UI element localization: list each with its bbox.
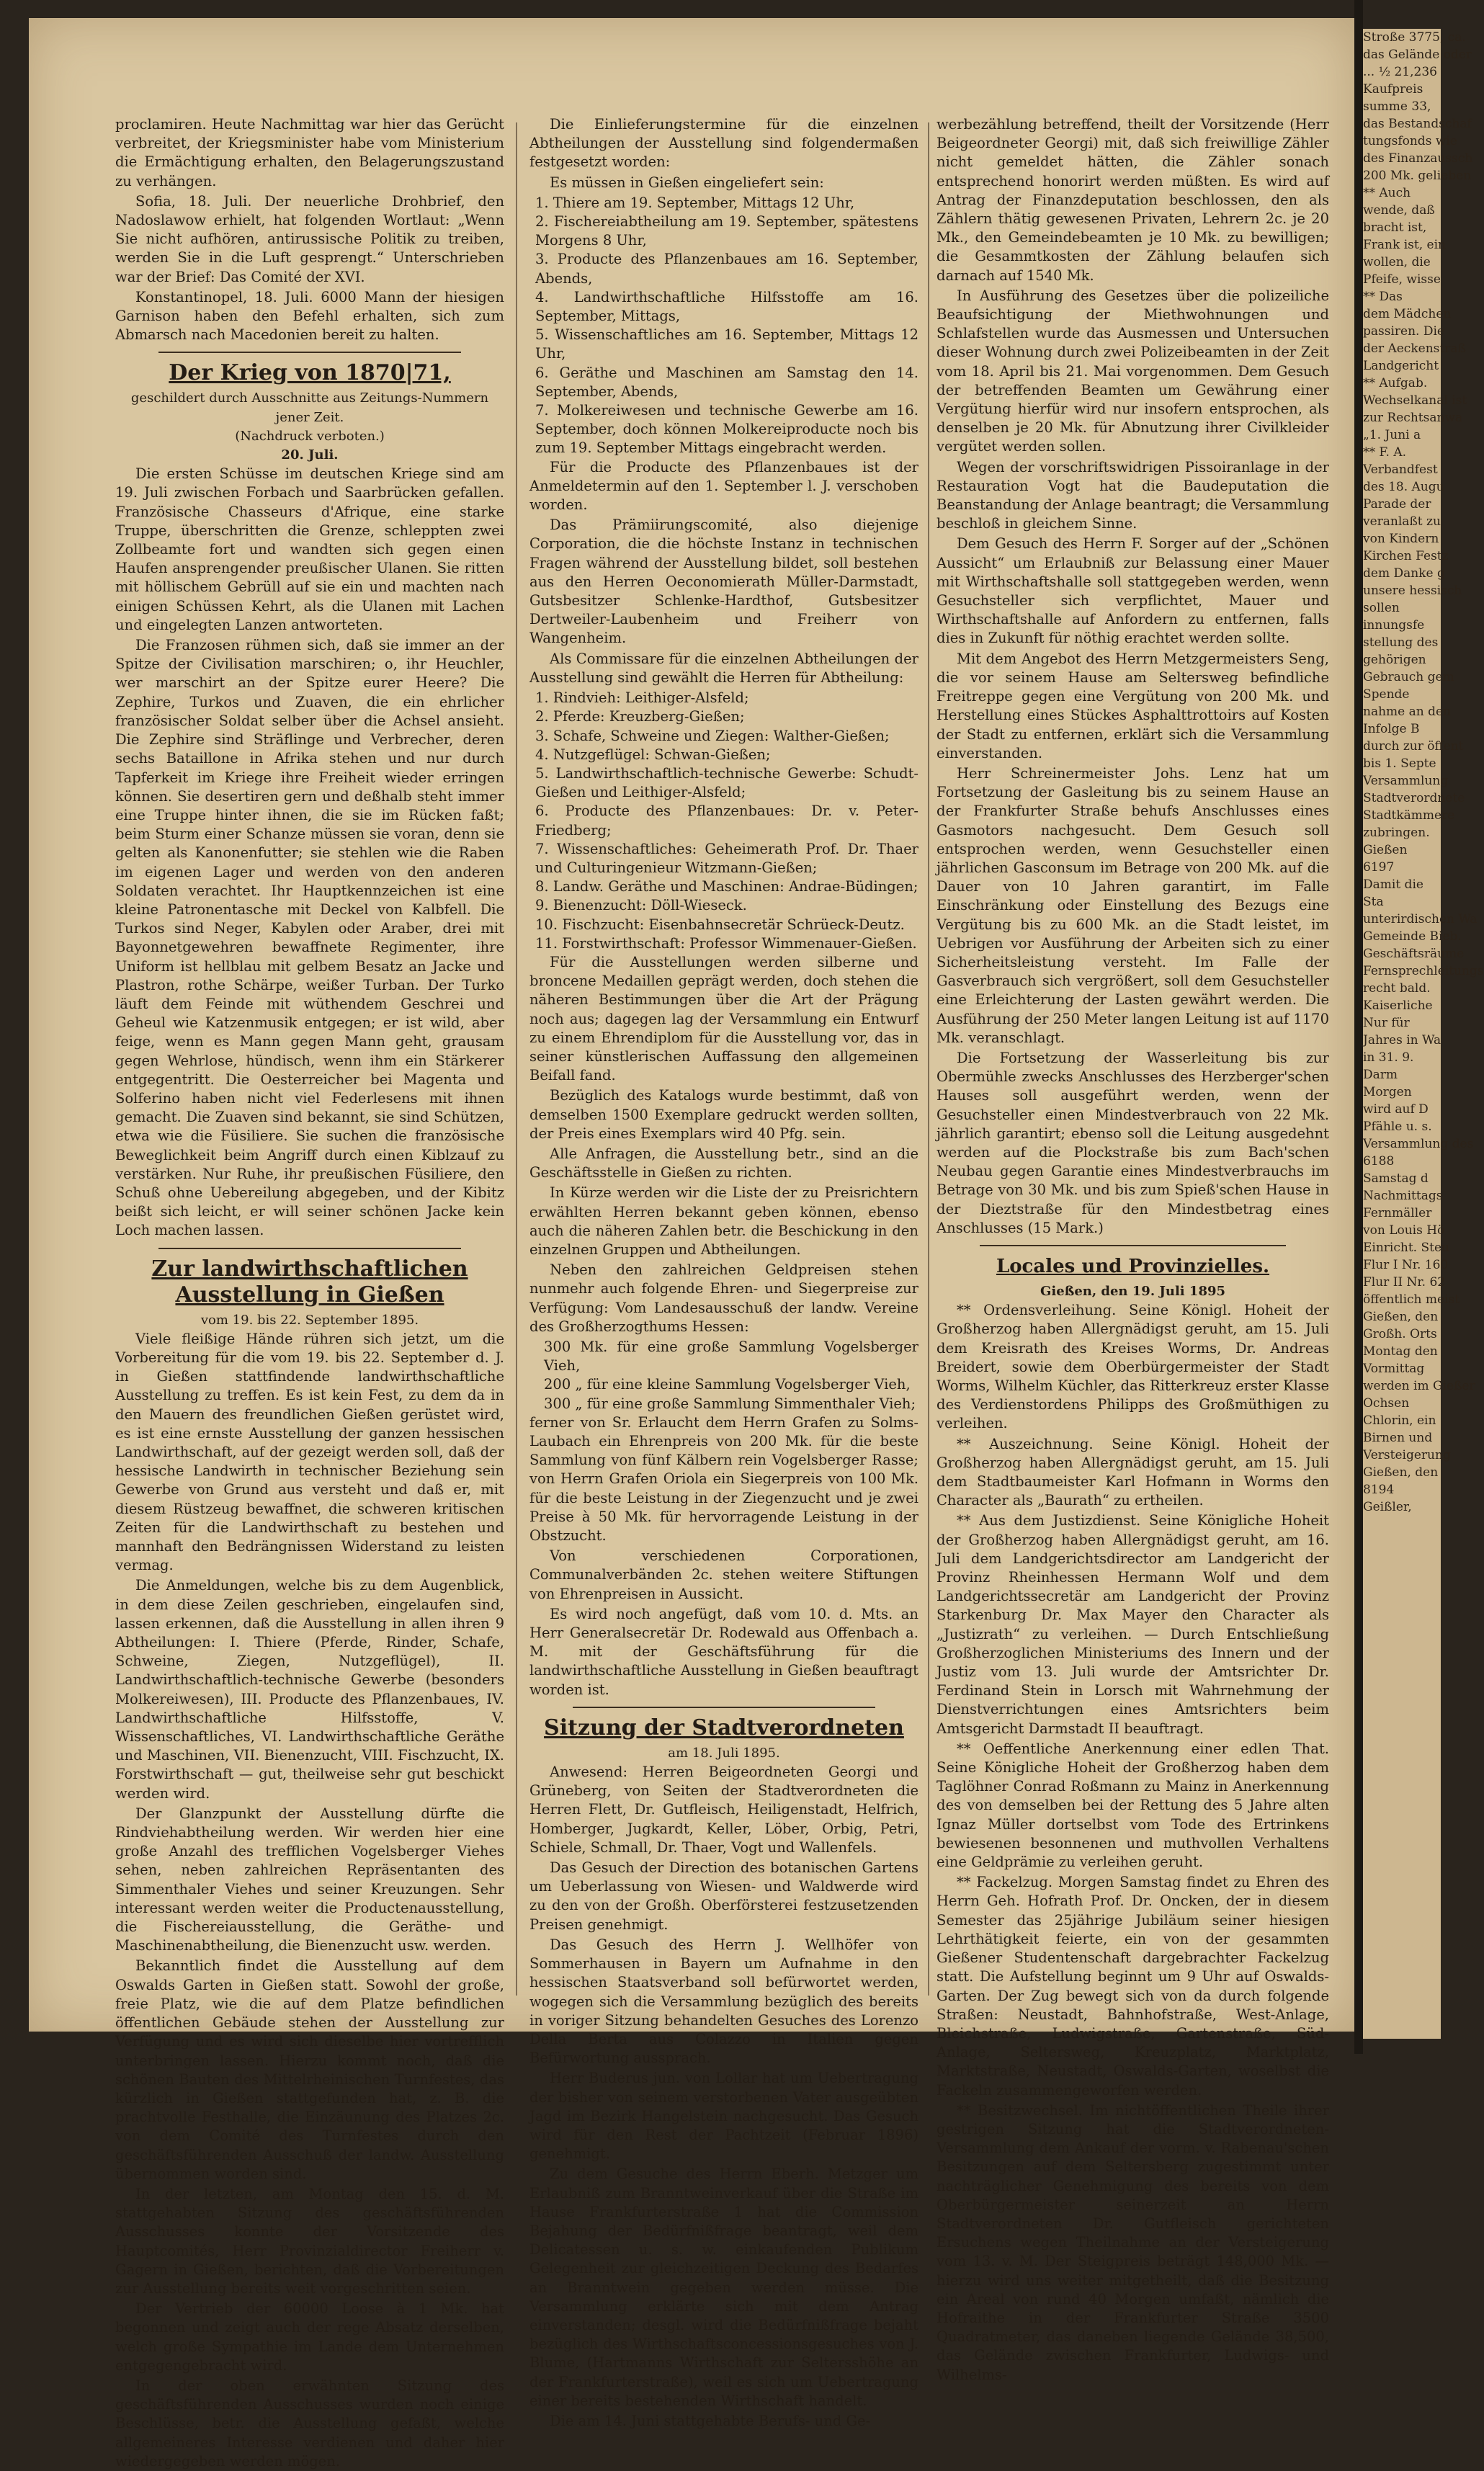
edge-text-line: sollen: [1363, 601, 1400, 615]
column-right: [937, 115, 1329, 2383]
edge-text-line: recht bald.: [1363, 981, 1431, 996]
paragraph: Es wird noch angefügt, daß vom 10. d. Mts. an Herr Generalsecretär Dr. Rodewald aus Offenbach a. M. mit der Geschäftsführung für die landwirthschaftliche Ausstellung in Gießen beauftragt worden ist.: [529, 1605, 918, 1698]
edge-text-line: passiren. Die: [1363, 324, 1444, 339]
edge-text-line: 200 Mk. gelieben: [1363, 169, 1472, 183]
edge-text-line: dem Danke g: [1363, 566, 1445, 581]
edge-text-line: 8194: [1363, 1483, 1395, 1497]
edge-text-line: unsere hessisch: [1363, 584, 1462, 598]
edge-text-line: Gießen, den: [1363, 1310, 1439, 1324]
edge-text-line: stellung des: [1363, 635, 1439, 650]
edge-text-line: das Gelände oder: [1363, 48, 1472, 62]
edge-text-line: gehörigen: [1363, 653, 1426, 667]
section-title-locales: Locales und Provinzielles.: [996, 1255, 1270, 1277]
paragraph: Als Commissare für die einzelnen Abtheilungen der Ausstellung sind gewählt die Herren für Abtheilung:: [529, 650, 918, 686]
edge-text-line: Morgen: [1363, 1085, 1412, 1099]
edge-text-line: Spende: [1363, 687, 1410, 702]
edge-text-line: Vormittag: [1363, 1362, 1425, 1376]
edge-text-line: summe 33,: [1363, 99, 1431, 114]
edge-text-line: Parade der: [1363, 497, 1431, 511]
paragraph: Der Vertrieb der 60000 Loose à 1 Mk. hat begonnen und zeigt auch der rege Absatz derselben, welch große Sympathie im Lande dem Unternehmen entgegengebracht wird.: [115, 2300, 504, 2374]
edge-text-line: Ochsen: [1363, 1396, 1410, 1411]
edge-text-line: der Aeckenstraß: [1363, 341, 1466, 356]
edge-text-line: ** Das: [1363, 290, 1403, 304]
list-item: 7. Molkereiwesen und technische Gewerbe am 16. September, doch können Molkereiproducte noch bis zum 19. September Mittags eingebracht werden.: [535, 402, 918, 457]
edge-text-line: Flur II Nr. 62: [1363, 1275, 1446, 1290]
paragraph: Das Gesuch des Herrn J. Wellhöfer von Sommerhausen in Bayern um Aufnahme in den hessischen Staatsverband soll befürwortet werden, wogegen sich die Versammlung bezüglich des bereits in voriger Sitzung behandelten Gesuches des Lorenzo Della Berta aus Colazzo in Italien gegen Befürwortung aussprach.: [529, 1936, 918, 2067]
edge-text-line: bracht ist,: [1363, 220, 1427, 235]
edge-text-line: zubringen.: [1363, 826, 1430, 840]
edge-text-line: 6197: [1363, 860, 1395, 875]
edge-text-line: veranlaßt zu: [1363, 514, 1441, 529]
edge-text-line: Pfeife, wisse: [1363, 272, 1441, 287]
list-item: 9. Bienenzucht: Döll-Wieseck.: [535, 897, 747, 914]
edge-text-line: das Bestandschaf: [1363, 117, 1472, 131]
paragraph: Mit dem Angebot des Herrn Metzgermeisters Seng, die vor seinem Hause am Seltersweg befindliche Freitreppe gegen eine Vergütung von 200 Mk. und Herstellung eines Stückes Asphalttrottoirs auf Kosten der Stadt zu entfernen, erklärt sich die Versammlung einverstanden.: [937, 650, 1329, 761]
paragraph: Zu dem Gesuche des Herrn Eberh. Metzger um Erlaubniß zum Branntweinverkauf über die Straße im Hause Frankfurterstraße 1 hat die Commission Bejahung der Bedürfnißfrage beantragt, weil dem Delicatessen u. s. w. einkaufenden Publikum Gelegenheit zur gleichzeitigen Deckung des Bedarfes an Branntwein gegeben werden müsse. Die Versammlung erklärte sich mit dem Antrag einverstanden; desgl. wird die Bedürfnißfrage bejaht bezüglich des Wirthschaftsconcessionsgesuches von J. Blume, (Hartmanns Wirthschaft zur Seltersshöhe an der Frankfurterstraße), weil es sich um Uebertragung einer bereits bestehenden Wirthschaft handelt.: [529, 2166, 918, 2409]
list-item: 1. Rindvieh: Leithiger-Alsfeld;: [535, 689, 749, 707]
edge-text-line: Fernsprechleitungs: [1363, 964, 1484, 978]
reprint-note: (Nachdruck verboten.): [235, 428, 385, 444]
paragraph: ** Ordensverleihung. Seine Königl. Hoheit der Großherzog haben Allergnädigst geruht, am 15. Juli dem Kreisrath des Kreises Worms, Dr. Andreas Breidert, sowie dem Oberbürgermeister der Stadt Worms, Wilhelm Küchler, das Ritterkreuz erster Klasse des Verdienstordens Philipps des Großmüthigen zu verleihen.: [937, 1302, 1329, 1432]
edge-text-line: öffentlich meist: [1363, 1292, 1460, 1307]
edge-text-line: von Kindern: [1363, 532, 1439, 546]
edge-text-line: Verbandfest: [1363, 463, 1438, 477]
edge-text-line: Birnen und: [1363, 1431, 1433, 1445]
paragraph: Es müssen in Gießen eingeliefert sein:: [550, 174, 824, 191]
paragraph: werbezählung betreffend, theilt der Vorsitzende (Herr Beigeordneter Georgi) mit, daß sich freiwillige Zähler nicht gemeldet hätten, die Zähler sonach entsprechend honorirt werden müßten. Es wird auf Antrag der Finanzdeputation beschlossen, den als Zählern thätig gewesenen Privaten, Lehrern 2c. je 20 Mk., den Gemeindebeamten je 10 Mk. zu bewilligen; die Gesammtkosten der Zählung belaufen sich darnach auf 1540 Mk.: [937, 116, 1329, 284]
edge-text-line: Einricht. Steu: [1363, 1241, 1449, 1255]
edge-text-line: Wechselkanal ist: [1363, 393, 1467, 408]
separator: [573, 1707, 875, 1708]
paragraph: In Kürze werden wir die Liste der zu Preisrichtern erwählten Herren bekannt geben können, ebenso auch die näheren Zahlen betr. die Beschickung in den einzelnen Gruppen und Abtheilungen.: [529, 1184, 918, 1258]
list-item: 1. Thiere am 19. September, Mittags 12 Uhr,: [535, 194, 855, 211]
edge-text-line: Infolge B: [1363, 722, 1420, 736]
edge-text-line: Montag den: [1363, 1344, 1438, 1359]
list-item: 300 „ für eine große Sammlung Simmenthaler Vieh;: [544, 1395, 916, 1412]
column-rule: [928, 122, 929, 1996]
edge-text-line: Fernmäller: [1363, 1206, 1432, 1220]
list-item: 3. Producte des Pflanzenbaues am 16. September, Abends,: [535, 251, 918, 287]
edge-text-line: Kaiserliche: [1363, 998, 1433, 1013]
section-title-sitzung: Sitzung der Stadtverordneten: [544, 1715, 904, 1741]
edge-text-line: 6188: [1363, 1154, 1395, 1169]
paragraph: Herr Schreinermeister Johs. Lenz hat um Fortsetzung der Gasleitung bis zu seinem Hause an der Frankfurter Straße behufs Anschlusses eines Gasmotors nachgesucht. Dem Gesuch soll entsprochen werden, wenn Gesuchsteller einen jährlichen Gasconsum im Betrage von 200 Mk. auf die Dauer von 10 Jahren garantirt, im Falle Einschränkung oder Einstellung des Bezugs eine Vergütung bis zu 600 Mk. an die Stadt leistet, im Uebrigen vor Ausführung der Arbeiten sich zu einer Sicherheitsleistung versteht. Im Falle der Gasverbrauch sich vergrößert, soll dem Gesuchsteller eine Erleichterung der Lasten gewährt werden. Die Ausführung der 250 Meter langen Leitung ist auf 1170 Mk. veranschlagt.: [937, 764, 1329, 1046]
commissioners-list: [529, 689, 918, 953]
list-item: 4. Nutzgeflügel: Schwan-Gießen;: [535, 746, 771, 763]
list-item: 8. Landw. Geräthe und Maschinen: Andrae-Büdingen;: [535, 878, 918, 895]
paragraph: Das Gesuch der Direction des botanischen Gartens um Ueberlassung von Wiesen- und Waldwerde wird zu den von der Großh. Oberförsterei festzusetzenden Preisen genehmigt.: [529, 1859, 918, 1933]
edge-text-line: Samstag d: [1363, 1171, 1429, 1186]
paragraph: Von verschiedenen Corporationen, Communalverbänden 2c. stehen weitere Stiftungen von Ehrenpreisen in Aussicht.: [529, 1547, 918, 1602]
edge-text-line: Pfähle u. s.: [1363, 1120, 1432, 1134]
edge-text-line: Geschäftsräume: [1363, 947, 1465, 961]
edge-text-line: unterirdischen Wa: [1363, 912, 1478, 926]
separator: [158, 1248, 461, 1249]
edge-text-line: Kaufpreis: [1363, 82, 1423, 97]
list-item: 5. Wissenschaftliches am 16. September, Mittags 12 Uhr,: [535, 326, 918, 362]
paragraph: ** Besitzwechsel. Im nichtöffentlichen Theile ihrer gestrigen Sitzung hat die Stadtverordneten-Versammlung dem Ankauf der vorm. v. Rabenau'schen Besitzungen auf dem Seltersberg zugestimmt unter nachträglicher Genehmigung des bereits von dem Oberbürgermeister seinerzeit an Herrn Stadtverordneten Dr. Gutfleisch gerichteten Ersuchens wegen Theilnahme an der Versteigerung vom 13. v. M. Der Steigpreis beträgt 148,000 Mk. — hierzu wird uns weiter mitgetheilt, daß die Besitzung ein Areal von rund 40 Morgen umfaßt, nämlich die Hofraithe in der Frankfurter Straße 3500 Quadratmeter, das daneben liegende Gelände 38,500, das Gelände zwischen Frankfurter, Ludwigs- und Wilhelms-: [937, 2101, 1329, 2383]
edge-text-line: Frank ist, ein: [1363, 238, 1446, 252]
list-item: 2. Fischereiabtheilung am 19. September, spätestens Morgens 8 Uhr,: [535, 213, 918, 249]
paragraph: Für die Ausstellungen werden silberne und broncene Medaillen geprägt werden, doch stehen die näheren Bestimmungen über die Art der Prägung noch aus; dagegen lag der Versammlung ein Entwurf zu einem Ehrendiplom für die Ausstellung vor, das in seiner künstlerischen Auffassung den allgemeinen Beifall fand.: [529, 953, 918, 1084]
paragraph: Die am 14. Juni stattgehabte Berufs- und Ge-: [550, 2412, 871, 2429]
separator: [158, 352, 461, 353]
paragraph: Bekanntlich findet die Ausstellung auf dem Oswalds Garten in Gießen statt. Sowohl der große, freie Platz, wie die auf dem Platze befindlichen öffentlichen Gebäude stehen der Ausstellung zur Verfügung und es wird sich dieselbe hier vortrefflich unterbringen lassen. Hierzu kommt noch, daß die schönen Bauten des Mittelrheinischen Turnfestes, das kürzlich in Gießen stattgefunden hat, z. B. die prachtvolle Festhalle, die Einzäunung des Platzes 2c. von dem Comité des Turnfestes durch den geschäftsführenden Ausschuß der landw. Ausstellung übernommen worden sind.: [115, 1957, 504, 2182]
paragraph: ** Aus dem Justizdienst. Seine Königliche Hoheit der Großherzog haben Allergnädigst geruht, am 16. Juli dem Landgerichtsdirector am Landgericht der Provinz Rheinhessen Hermann Wolf und dem Landgerichtssecretär am Landgericht der Provinz Starkenburg Dr. Max Mayer den Character als „Justizrath“ zu verleihen. — Durch Entschließung Großherzoglichen Ministeriums des Innern und der Justiz vom 13. Juli wurde der Amtsrichter Dr. Ferdinand Stein in Lorsch mit Wahrnehmung der Dienstverrichtungen eines Amtsrichters beim Amtsgericht Darmstadt II beauftragt.: [937, 1512, 1329, 1737]
list-item: 300 Mk. für eine große Sammlung Vogelsberger Vieh,: [544, 1339, 918, 1375]
list-item: 6. Geräthe und Maschinen am Samstag den 14. September, Abends,: [535, 364, 918, 400]
edge-text-line: durch zur öffent: [1363, 739, 1464, 754]
edge-text-line: Versammlung des: [1363, 1137, 1474, 1151]
edge-text-line: Nur für: [1363, 1016, 1410, 1030]
edge-text-line: Geißler,: [1363, 1500, 1412, 1514]
edge-text-line: Gemeinde Bieb.: [1363, 929, 1462, 944]
paragraph: Alle Anfragen, die Ausstellung betr., sind an die Geschäftsstelle in Gießen zu richten.: [529, 1145, 918, 1181]
edge-text-line: innungsfe: [1363, 618, 1425, 633]
column-left: [115, 115, 504, 2470]
prizes-list: [529, 1338, 918, 1413]
book-binding: [1354, 0, 1363, 2054]
paragraph: Die Einlieferungstermine für die einzelnen Abtheilungen der Ausstellung sind folgendermaßen festgesetzt worden:: [529, 116, 918, 171]
paragraph: Bezüglich des Katalogs wurde bestimmt, daß von demselben 1500 Exemplare gedruckt werden sollten, der Preis eines Exemplars wird 40 Pfg. sein.: [529, 1087, 918, 1142]
edge-text-line: des 18. Augu: [1363, 480, 1444, 494]
section-title-krieg: Der Krieg von 1870|71,: [169, 360, 451, 386]
column-rule: [516, 122, 517, 1996]
edge-text-line: wird auf D: [1363, 1102, 1429, 1117]
paragraph: Die Anmeldungen, welche bis zu dem Augenblick, in dem diese Zeilen geschrieben, eingelaufen sind, lassen erkennen, daß die Ausstellung in allen ihren 9 Abtheilungen: I. Thiere (Pferde, Rinder, Schafe, Schweine, Ziegen, Nutzgeflügel), II. Landwirthschaftlich-technische Gewerbe (besonders Molkereiwesen), III. Producte des Pflanzenbaues, IV. Landwirthschaftliche Hilfsstoffe, V. Wissenschaftliches, VI. Landwirthschaftliche Geräthe und Maschinen, VII. Bienenzucht, VIII. Fischzucht, IX. Forstwirthschaft — gut, theilweise sehr gut beschickt werden wird.: [115, 1577, 504, 1802]
edge-text-line: Großh. Orts: [1363, 1327, 1437, 1341]
paragraph: proclamiren. Heute Nachmittag war hier das Gerücht verbreitet, der Kriegsminister habe vom Ministerium die Ermächtigung erhalten, den Belagerungszustand zu verhängen.: [115, 116, 504, 189]
edge-text-line: Versammlung: [1363, 774, 1449, 788]
edge-text-line: Stadtverordnete: [1363, 791, 1465, 805]
edge-text-line: Sta: [1363, 895, 1384, 909]
edge-text-line: in 31. 9.: [1363, 1050, 1414, 1065]
edge-text-line: Stroße 3775, ca.: [1363, 30, 1466, 45]
edge-text-line: wende, daß: [1363, 203, 1435, 218]
edge-text-line: ** F. A.: [1363, 445, 1407, 460]
column-middle: [529, 115, 918, 2429]
paragraph: Viele fleißige Hände rühren sich jetzt, um die Vorbereitung für die vom 19. bis 22. September d. J. in Gießen stattfindende landwirthschaftliche Ausstellung zu treffen. Es ist kein Fest, zu dem da in den Mauern des freundlichen Gießen gerüstet wird, es ist eine ernste Ausstellung der ganzen hessischen Landwirthschaft, auf der gezeigt werden soll, daß der hessische Landwirth in technischer Beziehung sein Gewerbe von Grund aus versteht und daß er, mit diesem Rüstzeug bewaffnet, die schweren kritischen Zeiten für die Landwirthschaft zu bestehen und mannhaft den Bedrängnissen Widerstand zu leisten vermag.: [115, 1330, 504, 1574]
edge-text-line: Gebrauch gem: [1363, 670, 1454, 684]
paragraph: Sofia, 18. Juli. Der neuerliche Drohbrief, den Nadoslawow erhielt, hat folgenden Wortlaut: „Wenn Sie nicht aufhören, antirussische Politik zu treiben, werden Sie in die Luft gesprengt.“ Unterschrieben war der Brief: Das Comité der XVI.: [115, 192, 504, 285]
edge-text-line: ** Aufgab.: [1363, 376, 1428, 390]
paragraph: Neben den zahlreichen Geldpreisen stehen nunmehr auch folgende Ehren- und Siegerpreise zur Verfügung: Vom Landesausschuß der landw. Vereine des Großherzogthums Hessen:: [529, 1261, 918, 1335]
section-date: 20. Juli.: [281, 447, 339, 463]
list-item: 3. Schafe, Schweine und Ziegen: Walther-Gießen;: [535, 727, 890, 744]
adjacent-page-edge: [1363, 29, 1484, 2039]
paragraph: In der oben erwähnten Sitzung des geschäftsführenden Ausschusses wurden noch einige Beschlüsse, betr. die Ausstellung gefaßt, welche allgemeineres Interesse verdienen und daher hier wiedergegeben werden mögen.: [115, 2377, 504, 2470]
paragraph: Konstantinopel, 18. Juli. 6000 Mann der hiesigen Garnison haben den Befehl erhalten, sich zum Abmarsch nach Macedonien bereit zu halten.: [115, 288, 504, 344]
edge-text-line: Nachmittags: [1363, 1189, 1443, 1203]
edge-text-line: tungsfonds wie: [1363, 134, 1457, 148]
paragraph: Herr Buderus jun. von Lollar hat um Uebertragung der bisher von seinem verstorbenen Vater ausgeübten Jagd im Bezirk Hangelstein nachgesucht. Das Gesuch wird für den Rest der Pachtzeit (Februar 1896) genehmigt.: [529, 2070, 918, 2163]
edge-text-line: Versteigerung: [1363, 1448, 1451, 1462]
edge-text-line: Gießen: [1363, 843, 1408, 857]
edge-text-line: Flur I Nr. 160: [1363, 1258, 1449, 1272]
list-item: 6. Producte des Pflanzenbaues: Dr. v. Peter-Friedberg;: [535, 803, 918, 839]
edge-text-line: Damit die: [1363, 877, 1423, 892]
edge-text-line: dem Mädchen: [1363, 307, 1452, 321]
edge-text-line: Gießen, den: [1363, 1465, 1439, 1480]
edge-text-line: Darm: [1363, 1068, 1398, 1082]
dateline: Gießen, den 19. Juli 1895: [1040, 1283, 1226, 1299]
edge-text-line: nahme an den: [1363, 705, 1451, 719]
edge-text-line: werden im Gießer: [1363, 1379, 1475, 1393]
paragraph: Das Prämiirungscomité, also diejenige Corporation, die die höchste Instanz in technischen Fragen während der Ausstellung bildet, soll bestehen aus den Herren Oeconomierath Müller-Darmstadt, Gutsbesitzer Schlenke-Hardthof, Gutsbesitzer Dertweiler-Laubenheim und Freiherr von Wangenheim.: [529, 517, 918, 647]
edge-text-line: Kirchen Festz: [1363, 549, 1449, 563]
list-item: 10. Fischzucht: Eisenbahnsecretär Schrüeck-Deutz.: [535, 916, 905, 933]
edge-text-line: zur Rechtsanwa: [1363, 411, 1463, 425]
separator: [980, 1245, 1286, 1246]
edge-text-line: des Finanzaussch: [1363, 151, 1473, 166]
paragraph: In der letzten, am Montag den 15. d. M. stattgehabten Sitzung des geschäftsführenden Ausschusses konnte der Vorsitzende des Hauptcomités, Herr Provinzialdirector Freiherr v. Gagern in Gießen, berichten, daß die Vorbereitungen zur Ausstellung bereits weit vorgeschritten seien.: [115, 2185, 504, 2297]
list-item: 7. Wissenschaftliches: Geheimerath Prof. Dr. Thaer und Culturingenieur Witzmann-Gießen;: [535, 840, 918, 876]
edge-text-line: „1. Juni a: [1363, 428, 1421, 442]
edge-text-line: bis 1. Septe: [1363, 756, 1436, 771]
list-item: 4. Landwirthschaftliche Hilfsstoffe am 16. September, Mittags,: [535, 288, 918, 325]
edge-text-line: Stadtkämmere: [1363, 808, 1455, 823]
edge-text-line: ** Auch: [1363, 186, 1411, 200]
paragraph: Die Franzosen rühmen sich, daß sie immer an der Spitze der Civilisation marschiren; o, ihr Heuchler, wer marschirt an der Spitze eurer Heere? Die Zephire, Turkos und Zuaven, die ein ehrlicher französischer Soldat selber über die Achsel ansieht. Die Zephire sind Sträflinge und Verbrecher, deren sechs Bataillone in Afrika stehen und nur durch Tapferkeit im Kriege ihre Freiheit wieder erringen können. Sie desertiren gern und deßhalb steht immer eine Truppe hinter ihnen, die sie im Rücken faßt; beim Sturm einer Schanze müssen sie voran, denn sie gelten als Kanonenfutter; sie stehlen wie die Raben im eigenen Lager und werden von den anderen Soldaten verachtet. Ihr Hauptkennzeichen ist eine kleine Patronentasche mit Deckel von Kalbfell. Die Turkos sind Neger, Kabylen oder Araber, drei mit Bayonnetgewehren bewaffnete Regimenter, ihre Uniform ist hellblau mit gelbem Besatz an Jacke und Plastron, rothe Schärpe, weißer Turban. Der Turko läuft dem Feinde mit wüthendem Geschrei und Geheul wie Katzenmusik entgegen; er ist wild, aber feige, wenn es Mann gegen Mann geht, grausam gegen Wehrlose, hündisch, wenn ihm ein Stärkerer entgegentritt. Die Oesterreicher bei Magenta und Solferino haben nicht viel Federlesens mit ihnen gemacht. Die Zuaven sind bekannt, sie sind Schützen, etwa wie die Füsiliere. Sie suchen die französische Beweglichkeit beim Angriff durch einen Kiblzauf zu verstärken. Nur Ruhe, ihr preußischen Füsiliere, den Schuß ohne Uebereilung abgegeben, und der Kibitz beißt sich leicht, er will seiner schönen Jacke kein Loch machen lassen.: [115, 637, 504, 1239]
edge-text-line: Chlorin, ein: [1363, 1413, 1436, 1428]
edge-text-line: ... ½ 21,236: [1363, 65, 1437, 79]
paragraph: Für die Producte des Pflanzenbaues ist der Anmeldetermin auf den 1. September l. J. verschoben worden.: [529, 458, 918, 514]
paragraph: Anwesend: Herren Beigeordneten Georgi und Grüneberg, von Seiten der Stadtverordneten die Herren Flett, Dr. Gutfleisch, Heiligenstadt, Helfrich, Homberger, Jugkardt, Keller, Löber, Orbig, Petri, Schiele, Schmall, Dr. Thaer, Vogt und Wallenfels.: [529, 1764, 918, 1856]
edge-text-line: Jahres in Wa: [1363, 1033, 1441, 1047]
paragraph: In Ausführung des Gesetzes über die polizeiliche Beaufsichtigung der Miethwohnungen und Schlafstellen wurde das Ausmessen und Untersuchen dieser Wohnung durch zwei Polizeibeamten in der Zeit vom 18. April bis 21. Mai vorgenommen. Dem Gesuch der betreffenden Beamten um Gewährung einer Vergütung hierfür wird nur insofern entsprochen, als denselben je 20 Mk. für Abnutzung ihrer Civilkleider vergütet werden sollen.: [937, 287, 1329, 455]
section-date: am 18. Juli 1895.: [668, 1745, 780, 1761]
list-item: 11. Forstwirthschaft: Professor Wimmenauer-Gießen.: [535, 934, 917, 952]
paragraph: Der Glanzpunkt der Ausstellung dürfte die Rindviehabtheilung werden. Wir werden hier eine große Anzahl des trefflichen Vogelsberger Viehes sehen, neben zahlreichen Repräsentanten des Simmenthaler Viehes und seiner Kreuzungen. Sehr interessant werden weiter die Productenausstellung, die Fischereiausstellung, die Geräthe- und Maschinenabtheilung, die Bienenzucht usw. werden.: [115, 1805, 504, 1954]
paragraph: ** Auszeichnung. Seine Königl. Hoheit der Großherzog haben Allergnädigst geruht, am 15. Juli dem Stadtbaumeister Karl Hofmann in Worms den Character als „Baurath“ zu ertheilen.: [937, 1435, 1329, 1509]
delivery-dates-list: [529, 194, 918, 458]
paragraph: Die ersten Schüsse im deutschen Kriege sind am 19. Juli zwischen Forbach und Saarbrücken gefallen. Französische Chasseurs d'Afrique, eine starke Truppe, überschritten die Grenze, schleppten zwei Zollbeamte fort und wandten sich gegen einen Haufen ansprengender preußischer Ulanen. Sie ritten mit höllischem Gebrüll auf sie ein und machten nach einigen Schüssen Kehrt, als die Ulanen mit Lachen und eingelegten Lanzen antworteten.: [115, 465, 504, 633]
section-title-ausstellung: Zur landwirthschaftlichen Ausstellung in Gießen: [151, 1256, 468, 1308]
list-item: 2. Pferde: Kreuzberg-Gießen;: [535, 708, 745, 725]
paragraph: ferner von Sr. Erlaucht dem Herrn Grafen zu Solms-Laubach ein Ehrenpreis von 200 Mk. für die beste Sammlung von fünf Kälbern rein Vogelsberger Rasse; von Herrn Grafen Oriola ein Siegerpreis von 100 Mk. für die beste Leistung in der Ziegenzucht und je zwei Preise à 50 Mk. für hervorragende Leistung in der Obstzucht.: [529, 1413, 918, 1545]
section-subtitle: geschildert durch Ausschnitte aus Zeitungs-Nummern jener Zeit.: [130, 390, 489, 425]
list-item: 200 „ für eine kleine Sammlung Vogelsberger Vieh,: [544, 1376, 911, 1393]
list-item: 5. Landwirthschaftlich-technische Gewerbe: Schudt-Gießen und Leithiger-Alsfeld;: [535, 764, 918, 801]
edge-text-line: von Louis Hö: [1363, 1223, 1445, 1238]
paragraph: Dem Gesuch des Herrn F. Sorger auf der „Schönen Aussicht“ um Erlaubniß zur Belassung einer Mauer mit Wirthschaftshalle soll stattgegeben werden, wenn Gesuchsteller sich verpflichtet, Mauer und Wirthschaftshalle auf Anfordern zu entfernen, falls dies in Zukunft für nöthig erachtet werden sollte.: [937, 535, 1329, 647]
edge-text-line: wollen, die: [1363, 255, 1431, 269]
paragraph: Wegen der vorschriftswidrigen Pissoiranlage in der Restauration Vogt hat die Baudeputation die Beanstandung der Anlage beantragt; die Versammlung beschloß in gleichem Sinne.: [937, 458, 1329, 532]
paragraph: ** Oeffentliche Anerkennung einer edlen That. Seine Königliche Hoheit der Großherzog haben dem Taglöhner Conrad Roßmann zu Mainz in Anerkennung des von demselben bei der Rettung des 5 Jahre alten Ignaz Müller dortselbst vom Tode des Ertrinkens bewiesenen besonnenen und muthvollen Verhaltens eine Geldprämie zu verleihen geruht.: [937, 1740, 1329, 1871]
edge-text-line: Landgericht: [1363, 359, 1439, 373]
paragraph: ** Fackelzug. Morgen Samstag findet zu Ehren des Herrn Geh. Hofrath Prof. Dr. Oncken, der in diesem Semester das 25jährige Jubiläum seiner hiesigen Lehrthätigkeit feierte, ein von der gesammten Gießener Studentenschaft dargebrachter Fackelzug statt. Die Aufstellung beginnt um 9 Uhr auf Oswalds-Garten. Der Zug bewegt sich von da durch folgende Straßen: Neustadt, Bahnhofstraße, West-Anlage, Bleichstraße, Ludwigstraße, Gartenstraße, Süd-Anlage, Seltersweg, Kreuzplatz, Marktplatz, Marktstraße, Neustadt, Oswalds-Garten, woselbst die Fackeln zusammengeworfen werden.: [937, 1874, 1329, 2099]
paragraph: Die Fortsetzung der Wasserleitung bis zur Obermühle zwecks Anschlusses des Herzberger'schen Hauses soll ausgeführt werden, wenn der Gesuchsteller einen Mindestverbrauch von 22 Mk. jährlich garantirt; ebenso soll die Leitung ausgedehnt werden auf die Plockstraße bis zum Bach'schen Neubau gegen Garantie eines Mindestverbrauchs im Betrage von 30 Mk. und bis zum Spieß'schen Hause in der Dieztstraße für den Mindestbetrag eines Anschlusses (15 Mark.): [937, 1049, 1329, 1236]
section-date: vom 19. bis 22. September 1895.: [200, 1312, 419, 1328]
